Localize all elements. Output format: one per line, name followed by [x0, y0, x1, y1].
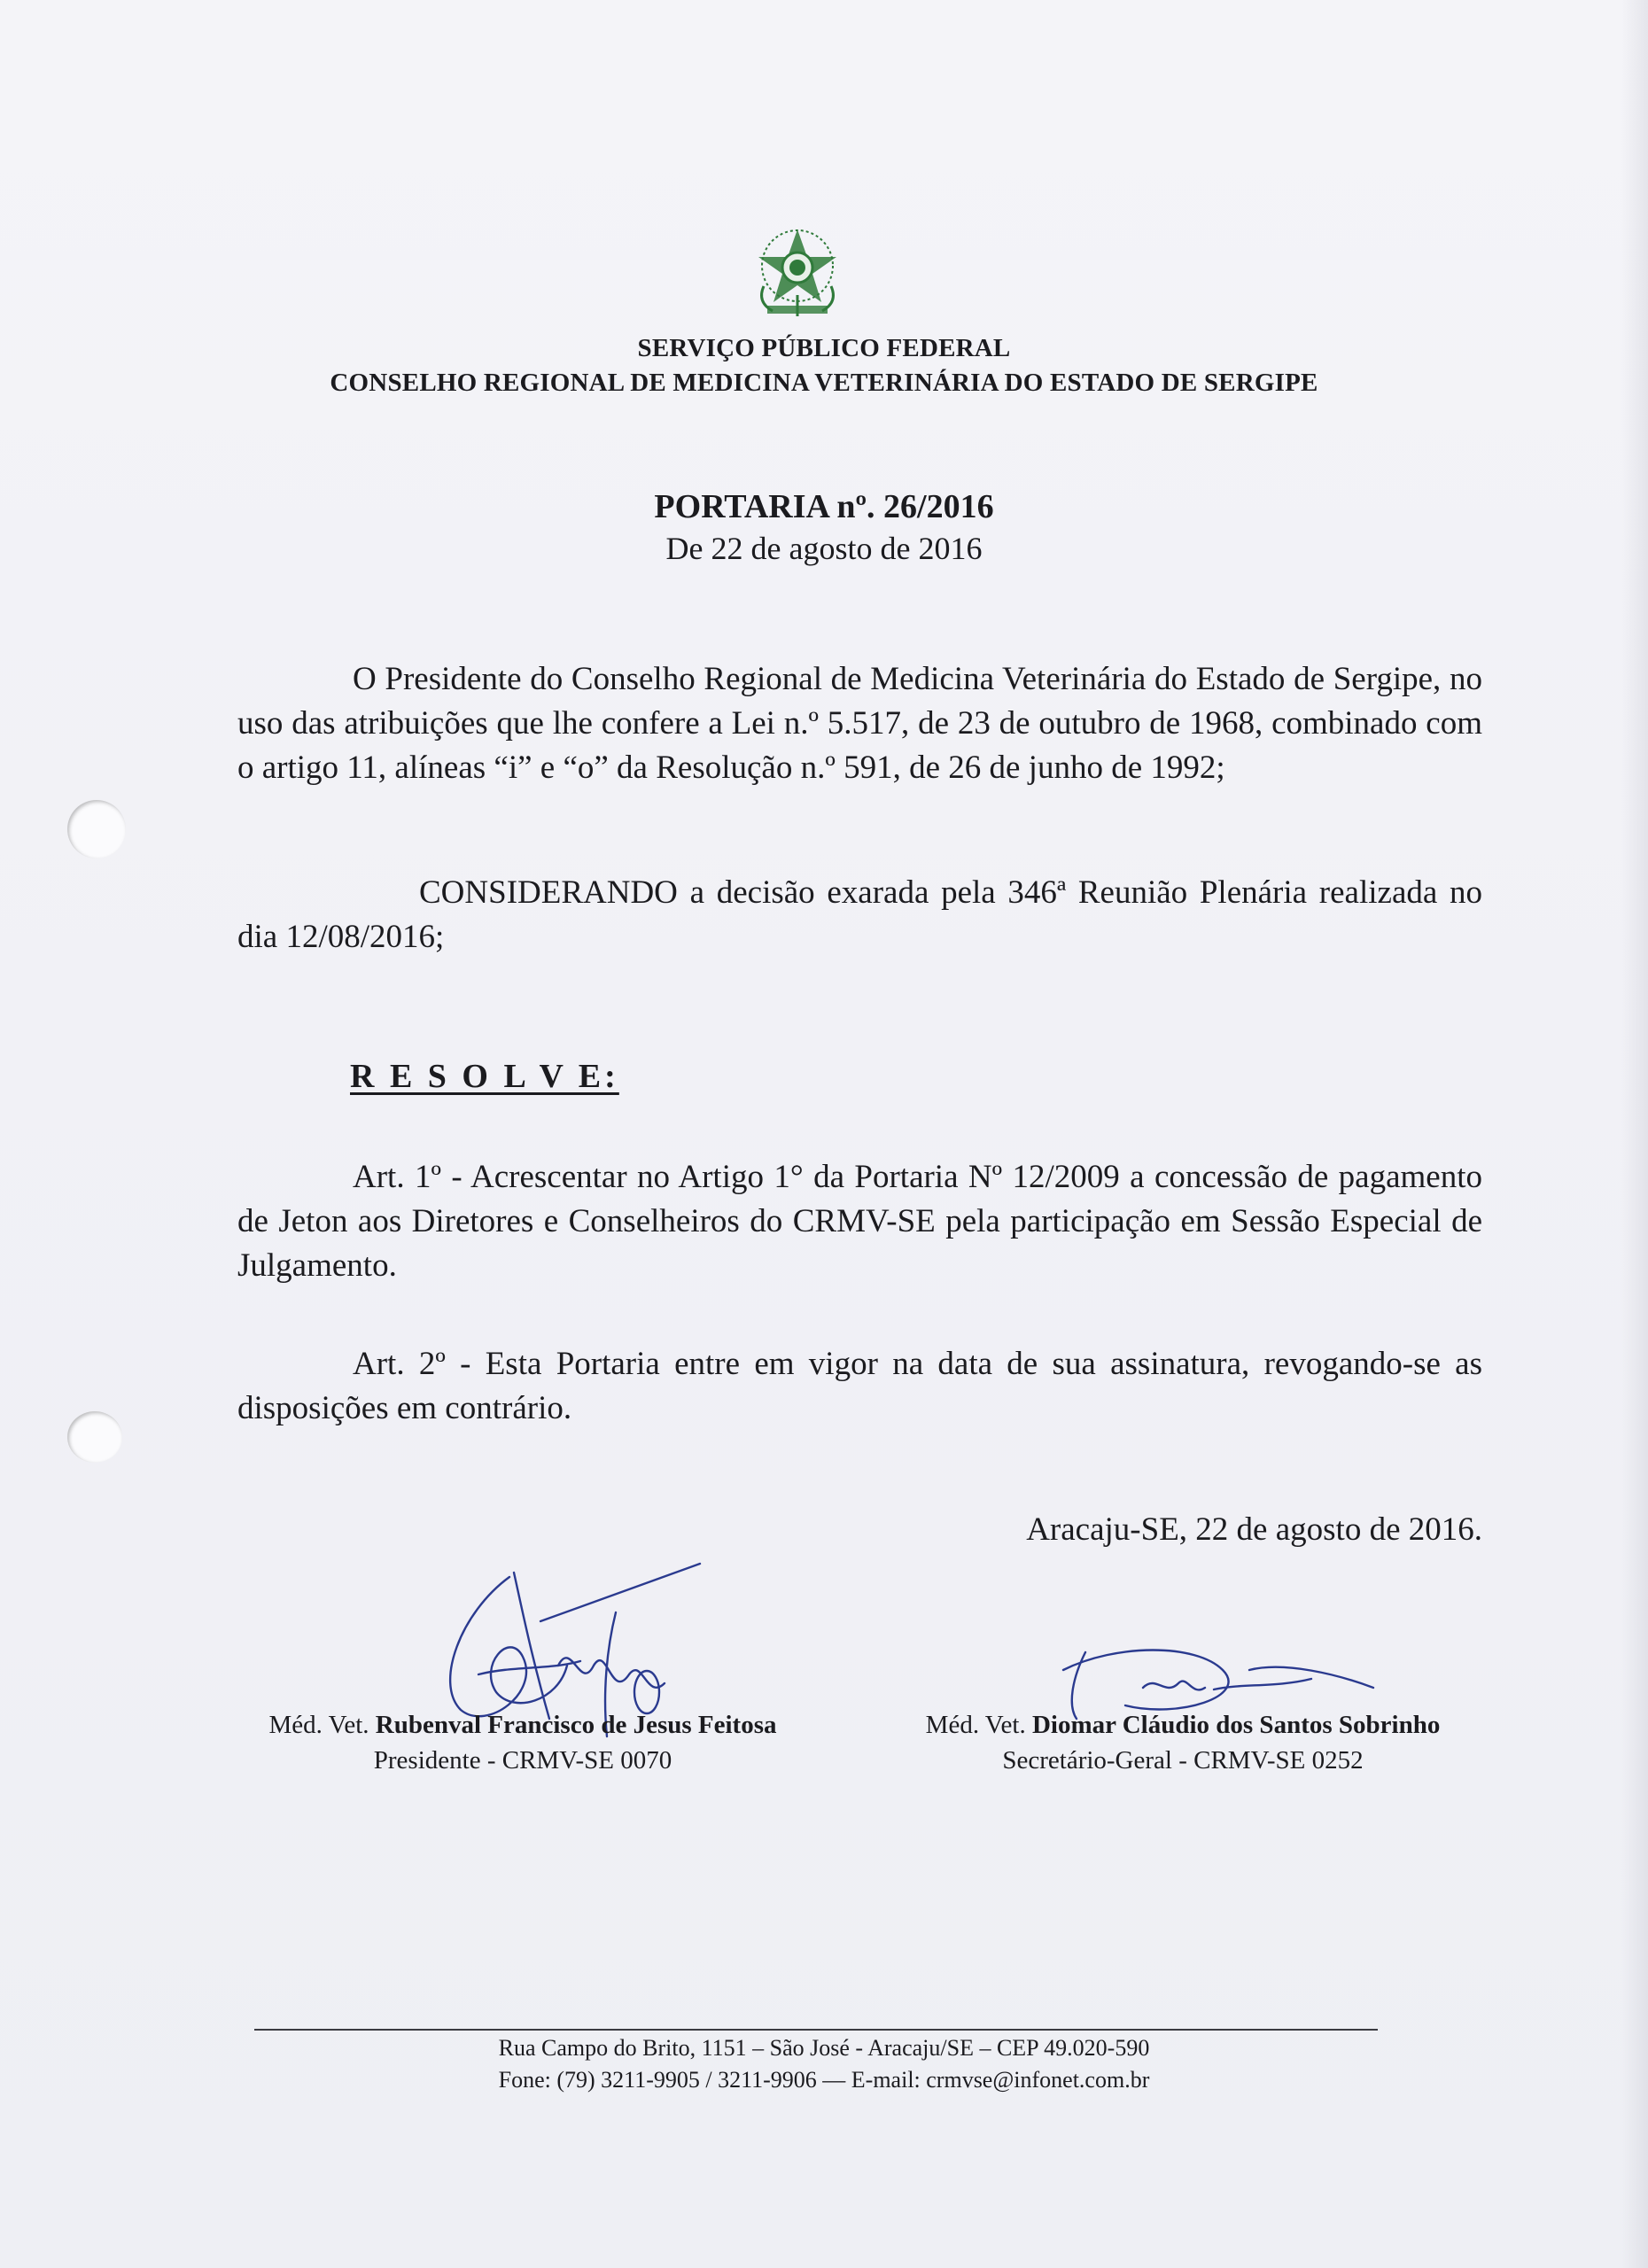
header-council: CONSELHO REGIONAL DE MEDICINA VETERINÁRIA DO ESTADO DE SERGIPE: [330, 369, 1318, 397]
secretary-signature-block: [873, 1707, 1493, 1778]
punch-hole-bottom: [67, 1411, 122, 1463]
resolve-heading: R E S O L V E:: [350, 1058, 619, 1095]
secretary-role: Secretário-Geral - CRMV-SE 0252: [1002, 1746, 1364, 1775]
considering-paragraph: CONSIDERANDO a decisão exarada pela 346ª Reunião Plenária realizada no dia 12/08/2016;: [237, 874, 1482, 955]
brazil-coat-of-arms-icon: [744, 217, 851, 323]
article-2: Art. 2º - Esta Portaria entre em vigor na data de sua assinatura, revogando-se as disposições em contrário.: [237, 1346, 1482, 1426]
president-name: Rubenval Francisco de Jesus Feitosa: [375, 1711, 777, 1739]
place-and-date: Aracaju-SE, 22 de agosto de 2016.: [1026, 1511, 1482, 1548]
preamble-paragraph: O Presidente do Conselho Regional de Medicina Veterinária do Estado de Sergipe, no uso das atribuições que lhe confere a Lei n.º 5.517, de 23 de outubro de 1968, combinado com o artigo 11, alíneas “i” e “o” da Resolução n.º 591, de 26 de junho de 1992;: [237, 661, 1482, 786]
footer-address: Rua Campo do Brito, 1151 – São José - Aracaju/SE – CEP 49.020-590: [498, 2035, 1150, 2061]
footer-divider: [254, 2029, 1378, 2031]
footer-contact: Fone: (79) 3211-9905 / 3211-9906 — E-mail: crmvse@infonet.com.br: [498, 2067, 1150, 2093]
article-1: Art. 1º - Acrescentar no Artigo 1° da Portaria Nº 12/2009 a concessão de pagamento de Jeton aos Diretores e Conselheiros do CRMV-SE pela participação em Sessão Especial de Julgamento.: [237, 1159, 1482, 1284]
secretary-prefix: Méd. Vet.: [925, 1711, 1026, 1739]
president-signature-block: [222, 1707, 824, 1778]
secretary-name: Diomar Cláudio dos Santos Sobrinho: [1031, 1711, 1441, 1739]
punch-hole-top: [67, 800, 126, 858]
president-role: Presidente - CRMV-SE 0070: [373, 1746, 672, 1775]
document-date: De 22 de agosto de 2016: [665, 531, 983, 566]
president-prefix: Méd. Vet.: [268, 1711, 369, 1739]
header-service: SERVIÇO PÚBLICO FEDERAL: [637, 334, 1011, 362]
document-title: PORTARIA nº. 26/2016: [654, 488, 994, 525]
